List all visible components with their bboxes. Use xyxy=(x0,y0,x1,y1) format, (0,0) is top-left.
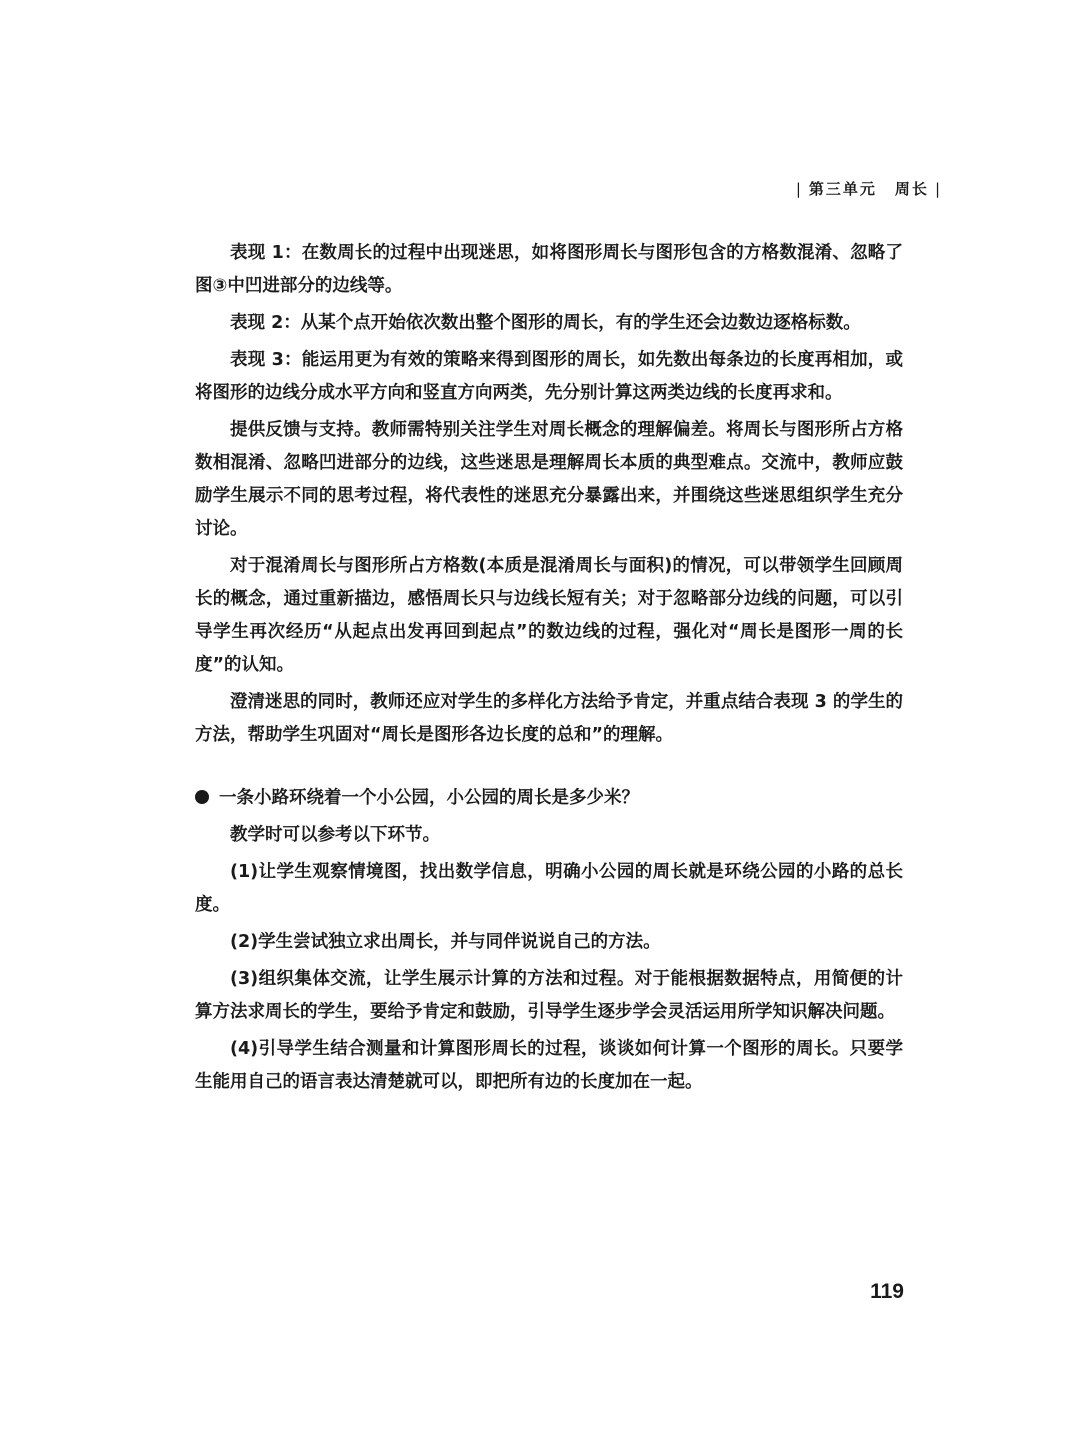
paragraph-performance-2: 表现 2：从某个点开始依次数出整个图形的周长，有的学生还会边数边逐格标数。 xyxy=(230,313,861,333)
section-heading-text: 一条小路环绕着一个小公园，小公园的周长是多少米？ xyxy=(219,788,639,808)
section-heading xyxy=(195,782,903,815)
paragraph-confusion-handling: 对于混淆周长与图形所占方格数(本质是混淆周长与面积)的情况，可以带领学生回顾周长的概念，通过重新描边，感悟周长只与边线长短有关；对于忽略部分边线的问题，可以引导学生再次经历“从起点出发再回到起点”的数边线的过程，强化对“周长是图形一周的长度”的认知。 xyxy=(195,556,903,675)
paragraph-performance-1: 表现 1：在数周长的过程中出现迷思，如将图形周长与图形包含的方格数混淆、忽略了图③中凹进部分的边线等。 xyxy=(195,243,903,296)
header-bar-right: | xyxy=(934,180,942,198)
paragraph-step-1: (1)让学生观察情境图，找出数学信息，明确小公园的周长就是环绕公园的小路的总长度。 xyxy=(195,862,903,915)
page-number: 119 xyxy=(870,1280,904,1303)
header-title: 周长 xyxy=(894,180,929,198)
paragraph-clarify-misconceptions: 澄清迷思的同时，教师还应对学生的多样化方法给予肯定，并重点结合表现 3 的学生的方法，帮助学生巩固对“周长是图形各边长度的总和”的理解。 xyxy=(195,692,903,745)
paragraph-teaching-intro: 教学时可以参考以下环节。 xyxy=(230,825,440,845)
header-unit: 第三单元 xyxy=(808,180,877,198)
paragraph-performance-3: 表现 3：能运用更为有效的策略来得到图形的周长，如先数出每条边的长度再相加，或将图形的边线分成水平方向和竖直方向两类，先分别计算这两类边线的长度再求和。 xyxy=(195,350,903,403)
paragraph-step-4: (4)引导学生结合测量和计算图形周长的过程，谈谈如何计算一个图形的周长。只要学生能用自己的语言表达清楚就可以，即把所有边的长度加在一起。 xyxy=(195,1039,903,1092)
paragraph-feedback-support: 提供反馈与支持。教师需特别关注学生对周长概念的理解偏差。将周长与图形所占方格数相混淆、忽略凹进部分的边线，这些迷思是理解周长本质的典型难点。交流中，教师应鼓励学生展示不同的思考过程，将代表性的迷思充分暴露出来，并围绕这些迷思组织学生充分讨论。 xyxy=(195,420,903,539)
page-content xyxy=(195,237,903,1103)
paragraph-step-3: (3)组织集体交流，让学生展示计算的方法和过程。对于能根据数据特点，用简便的计算方法求周长的学生，要给予肯定和鼓励，引导学生逐步学会灵活运用所学知识解决问题。 xyxy=(195,969,903,1022)
paragraph-step-2: (2)学生尝试独立求出周长，并与同伴说说自己的方法。 xyxy=(230,932,661,952)
running-header xyxy=(790,178,948,199)
header-bar-left: | xyxy=(795,180,803,198)
bullet-dot-icon xyxy=(195,790,209,804)
